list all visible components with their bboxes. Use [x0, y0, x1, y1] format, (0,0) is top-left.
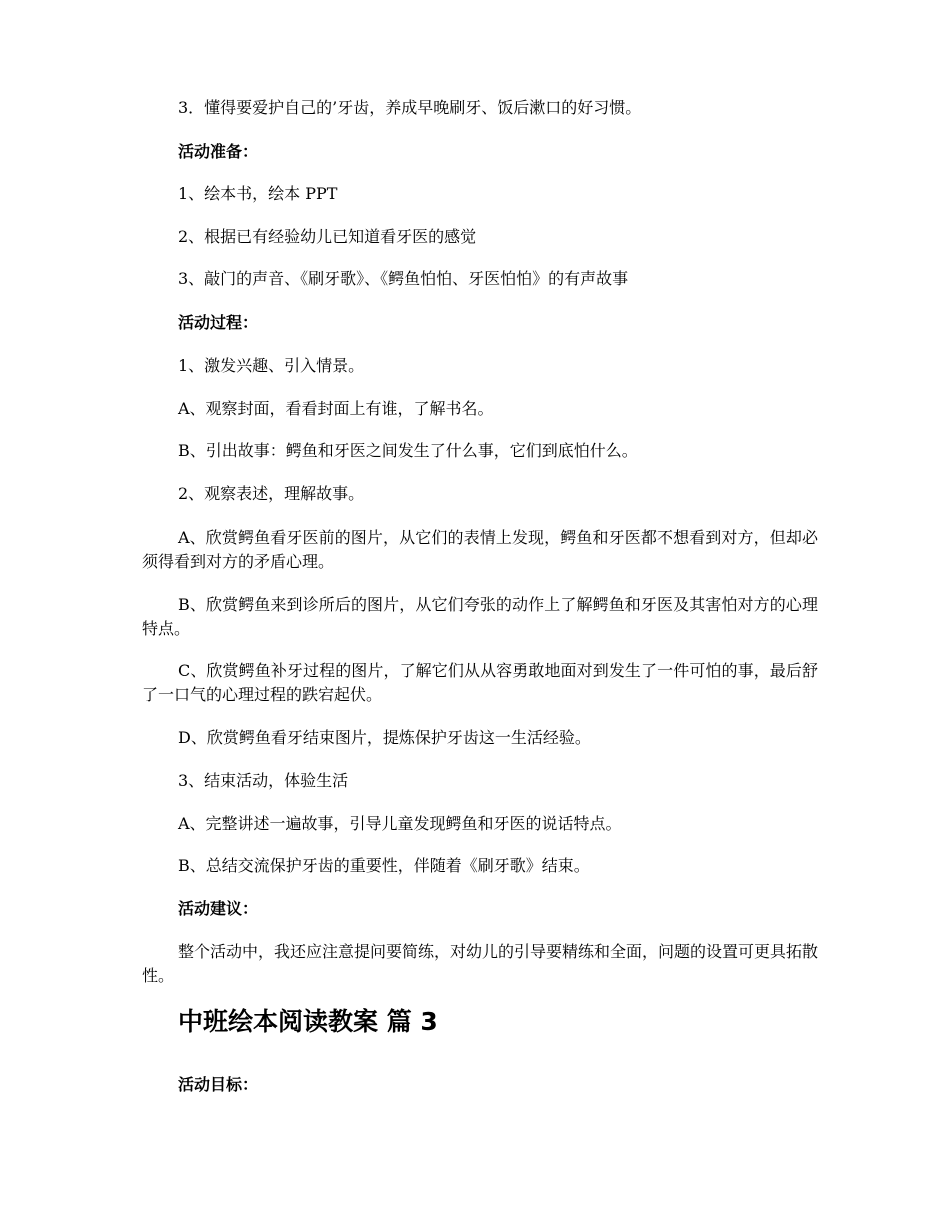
preparation-item-2: 2、根据已有经验幼儿已知道看牙医的感觉 — [178, 227, 477, 246]
process-step-1b: B、引出故事：鳄鱼和牙医之间发生了什么事，它们到底怕什么。 — [178, 441, 638, 460]
goal-item-3: 3．懂得要爱护自己的’牙齿，养成早晚刷牙、饭后漱口的好习惯。 — [178, 98, 642, 117]
section-heading-goals: 活动目标： — [178, 1075, 259, 1094]
section-heading-suggestion: 活动建议： — [178, 899, 259, 918]
process-step-3b: B、总结交流保护牙齿的重要性，伴随着《刷牙歌》结束。 — [178, 856, 590, 875]
process-step-1: 1、激发兴趣、引入情景。 — [178, 356, 365, 375]
process-step-3: 3、结束活动，体验生活 — [178, 771, 349, 790]
process-step-2c: C、欣赏鳄鱼补牙过程的图片，了解它们从从容勇敢地面对到发生了一件可怕的事，最后舒了一口气的心理过程的跌宕起伏。 — [142, 661, 818, 704]
process-step-2a: A、欣赏鳄鱼看牙医前的图片，从它们的表情上发现，鳄鱼和牙医都不想看到对方，但却必须得看到对方的矛盾心理。 — [142, 528, 818, 571]
lesson-title: 中班绘本阅读教案 篇 3 — [178, 1007, 438, 1036]
process-step-2b: B、欣赏鳄鱼来到诊所后的图片，从它们夸张的动作上了解鳄鱼和牙医及其害怕对方的心理特点。 — [142, 595, 818, 638]
preparation-item-1: 1、绘本书，绘本 PPT — [178, 184, 338, 203]
process-step-3a: A、完整讲述一遍故事，引导儿童发现鳄鱼和牙医的说话特点。 — [178, 814, 622, 833]
section-heading-preparation: 活动准备： — [178, 142, 259, 161]
suggestion-paragraph: 整个活动中，我还应注意提问要简练，对幼儿的引导要精练和全面，问题的设置可更具拓散性。 — [142, 942, 819, 985]
process-step-2: 2、观察表述，理解故事。 — [178, 484, 365, 503]
preparation-item-3: 3、敲门的声音、《刷牙歌》、《鳄鱼怕怕、牙医怕怕》的有声故事 — [178, 269, 629, 288]
process-step-2d: D、欣赏鳄鱼看牙结束图片，提炼保护牙齿这一生活经验。 — [178, 728, 591, 747]
process-step-1a: A、观察封面，看看封面上有谁，了解书名。 — [178, 399, 494, 418]
section-heading-process: 活动过程： — [178, 313, 259, 332]
